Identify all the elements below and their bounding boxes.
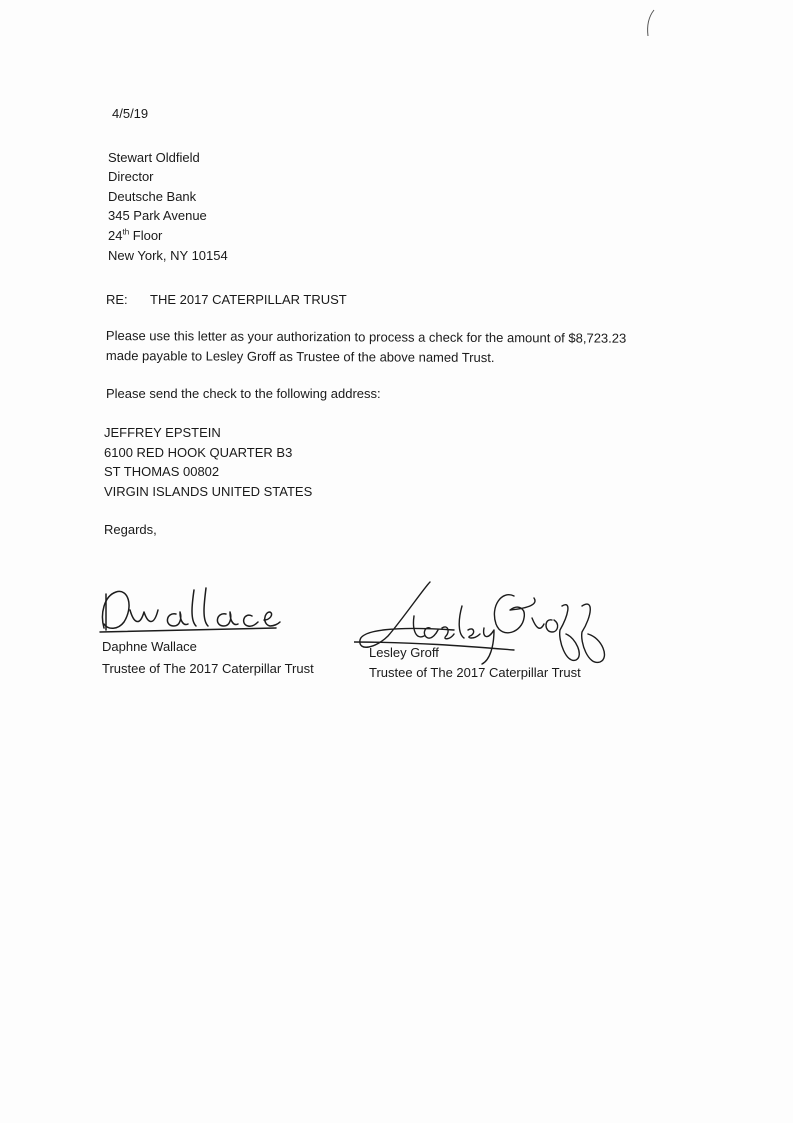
body-line-2: made payable to Lesley Groff as Trustee of the above named Trust. (105, 347, 495, 366)
address-line: 6100 RED HOOK QUARTER B3 (104, 445, 293, 460)
floor-number: 24 (108, 228, 123, 243)
signature-daphne-wallace (94, 584, 284, 640)
address-line: JEFFREY EPSTEIN (104, 425, 221, 440)
re-subject: THE 2017 CATERPILLAR TRUST (150, 292, 347, 307)
re-label: RE: (106, 292, 128, 307)
address-line: ST THOMAS 00802 (104, 464, 220, 479)
signatory-name: Lesley Groff (369, 645, 439, 660)
recipient-street: 345 Park Avenue (108, 208, 207, 223)
address-line: VIRGIN ISLANDS UNITED STATES (104, 484, 313, 499)
body-line-3: Please send the check to the following address: (106, 386, 381, 401)
recipient-city: New York, NY 10154 (108, 248, 228, 263)
recipient-company: Deutsche Bank (108, 189, 197, 204)
floor-word: Floor (132, 228, 163, 243)
recipient-name: Stewart Oldfield (108, 150, 200, 165)
recipient-title: Director (108, 169, 154, 184)
body-line-1: Please use this letter as your authorization to process a check for the amount of $8,723.23 (105, 327, 627, 346)
signatory-title: Trustee of The 2017 Caterpillar Trust (369, 665, 581, 680)
signatory-title: Trustee of The 2017 Caterpillar Trust (102, 661, 314, 676)
closing: Regards, (104, 522, 157, 537)
recipient-floor (108, 226, 162, 246)
signatory-name: Daphne Wallace (102, 639, 197, 654)
floor-suffix: th (122, 227, 130, 237)
letter-date: 4/5/19 (112, 106, 149, 121)
scan-mark (640, 8, 660, 38)
